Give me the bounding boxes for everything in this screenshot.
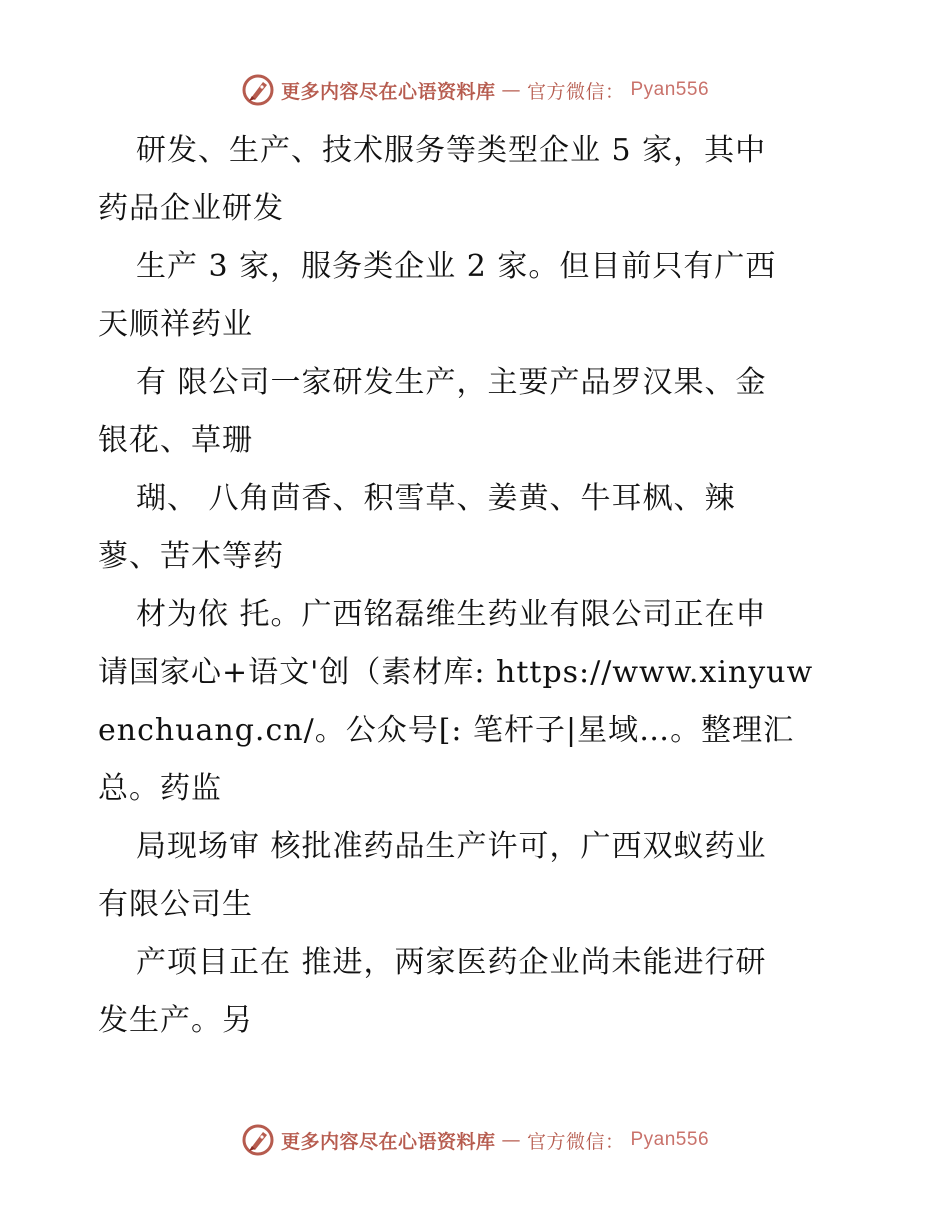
- footer-banner: [0, 1122, 950, 1158]
- body-line: 银花、草珊: [98, 423, 253, 458]
- header-separator: —: [501, 79, 521, 101]
- body-line: 材为依 托。广西铭磊维生药业有限公司正在申: [136, 597, 767, 632]
- body-line: 发生产。另: [98, 1003, 253, 1038]
- header-contact-label: 官方微信：: [526, 80, 625, 103]
- document-body: [98, 122, 858, 1050]
- footer-contact-label: 官方微信：: [526, 1130, 625, 1153]
- header-brand-text: 更多内容尽在心语资料库: [280, 80, 496, 103]
- footer-separator: —: [501, 1129, 521, 1151]
- body-line: enchuang.cn/。公众号[: 笔杆子|星域…。整理汇: [98, 713, 795, 748]
- body-line: 产项目正在 推进，两家医药企业尚未能进行研: [136, 945, 767, 980]
- pen-nib-logo-icon: [241, 73, 275, 107]
- body-line: 研发、生产、技术服务等类型企业 5 家，其中: [136, 133, 767, 168]
- header-contact-id: Pyan556: [630, 79, 710, 100]
- header-banner: [0, 72, 950, 108]
- body-line: 请国家心+语文'创（素材库: https://www.xinyuw: [98, 655, 814, 690]
- footer-brand-text: 更多内容尽在心语资料库: [280, 1130, 496, 1153]
- body-line: 总。药监: [98, 771, 222, 806]
- pen-nib-logo-icon: [241, 1123, 275, 1157]
- footer-contact-id: Pyan556: [630, 1129, 710, 1150]
- body-line: 瑚、 八角茴香、积雪草、姜黄、牛耳枫、辣: [136, 481, 736, 516]
- footer-banner-content: [241, 1123, 709, 1157]
- body-line: 药品企业研发: [98, 191, 284, 226]
- body-line: 有限公司生: [98, 887, 253, 922]
- header-banner-content: [241, 73, 709, 107]
- body-line: 蓼、苦木等药: [98, 539, 284, 574]
- body-line: 天顺祥药业: [98, 307, 253, 342]
- body-line: 局现场审 核批准药品生产许可，广西双蚁药业: [136, 829, 767, 864]
- body-line: 有 限公司一家研发生产，主要产品罗汉果、金: [136, 365, 767, 400]
- body-line: 生产 3 家，服务类企业 2 家。但目前只有广西: [136, 249, 777, 284]
